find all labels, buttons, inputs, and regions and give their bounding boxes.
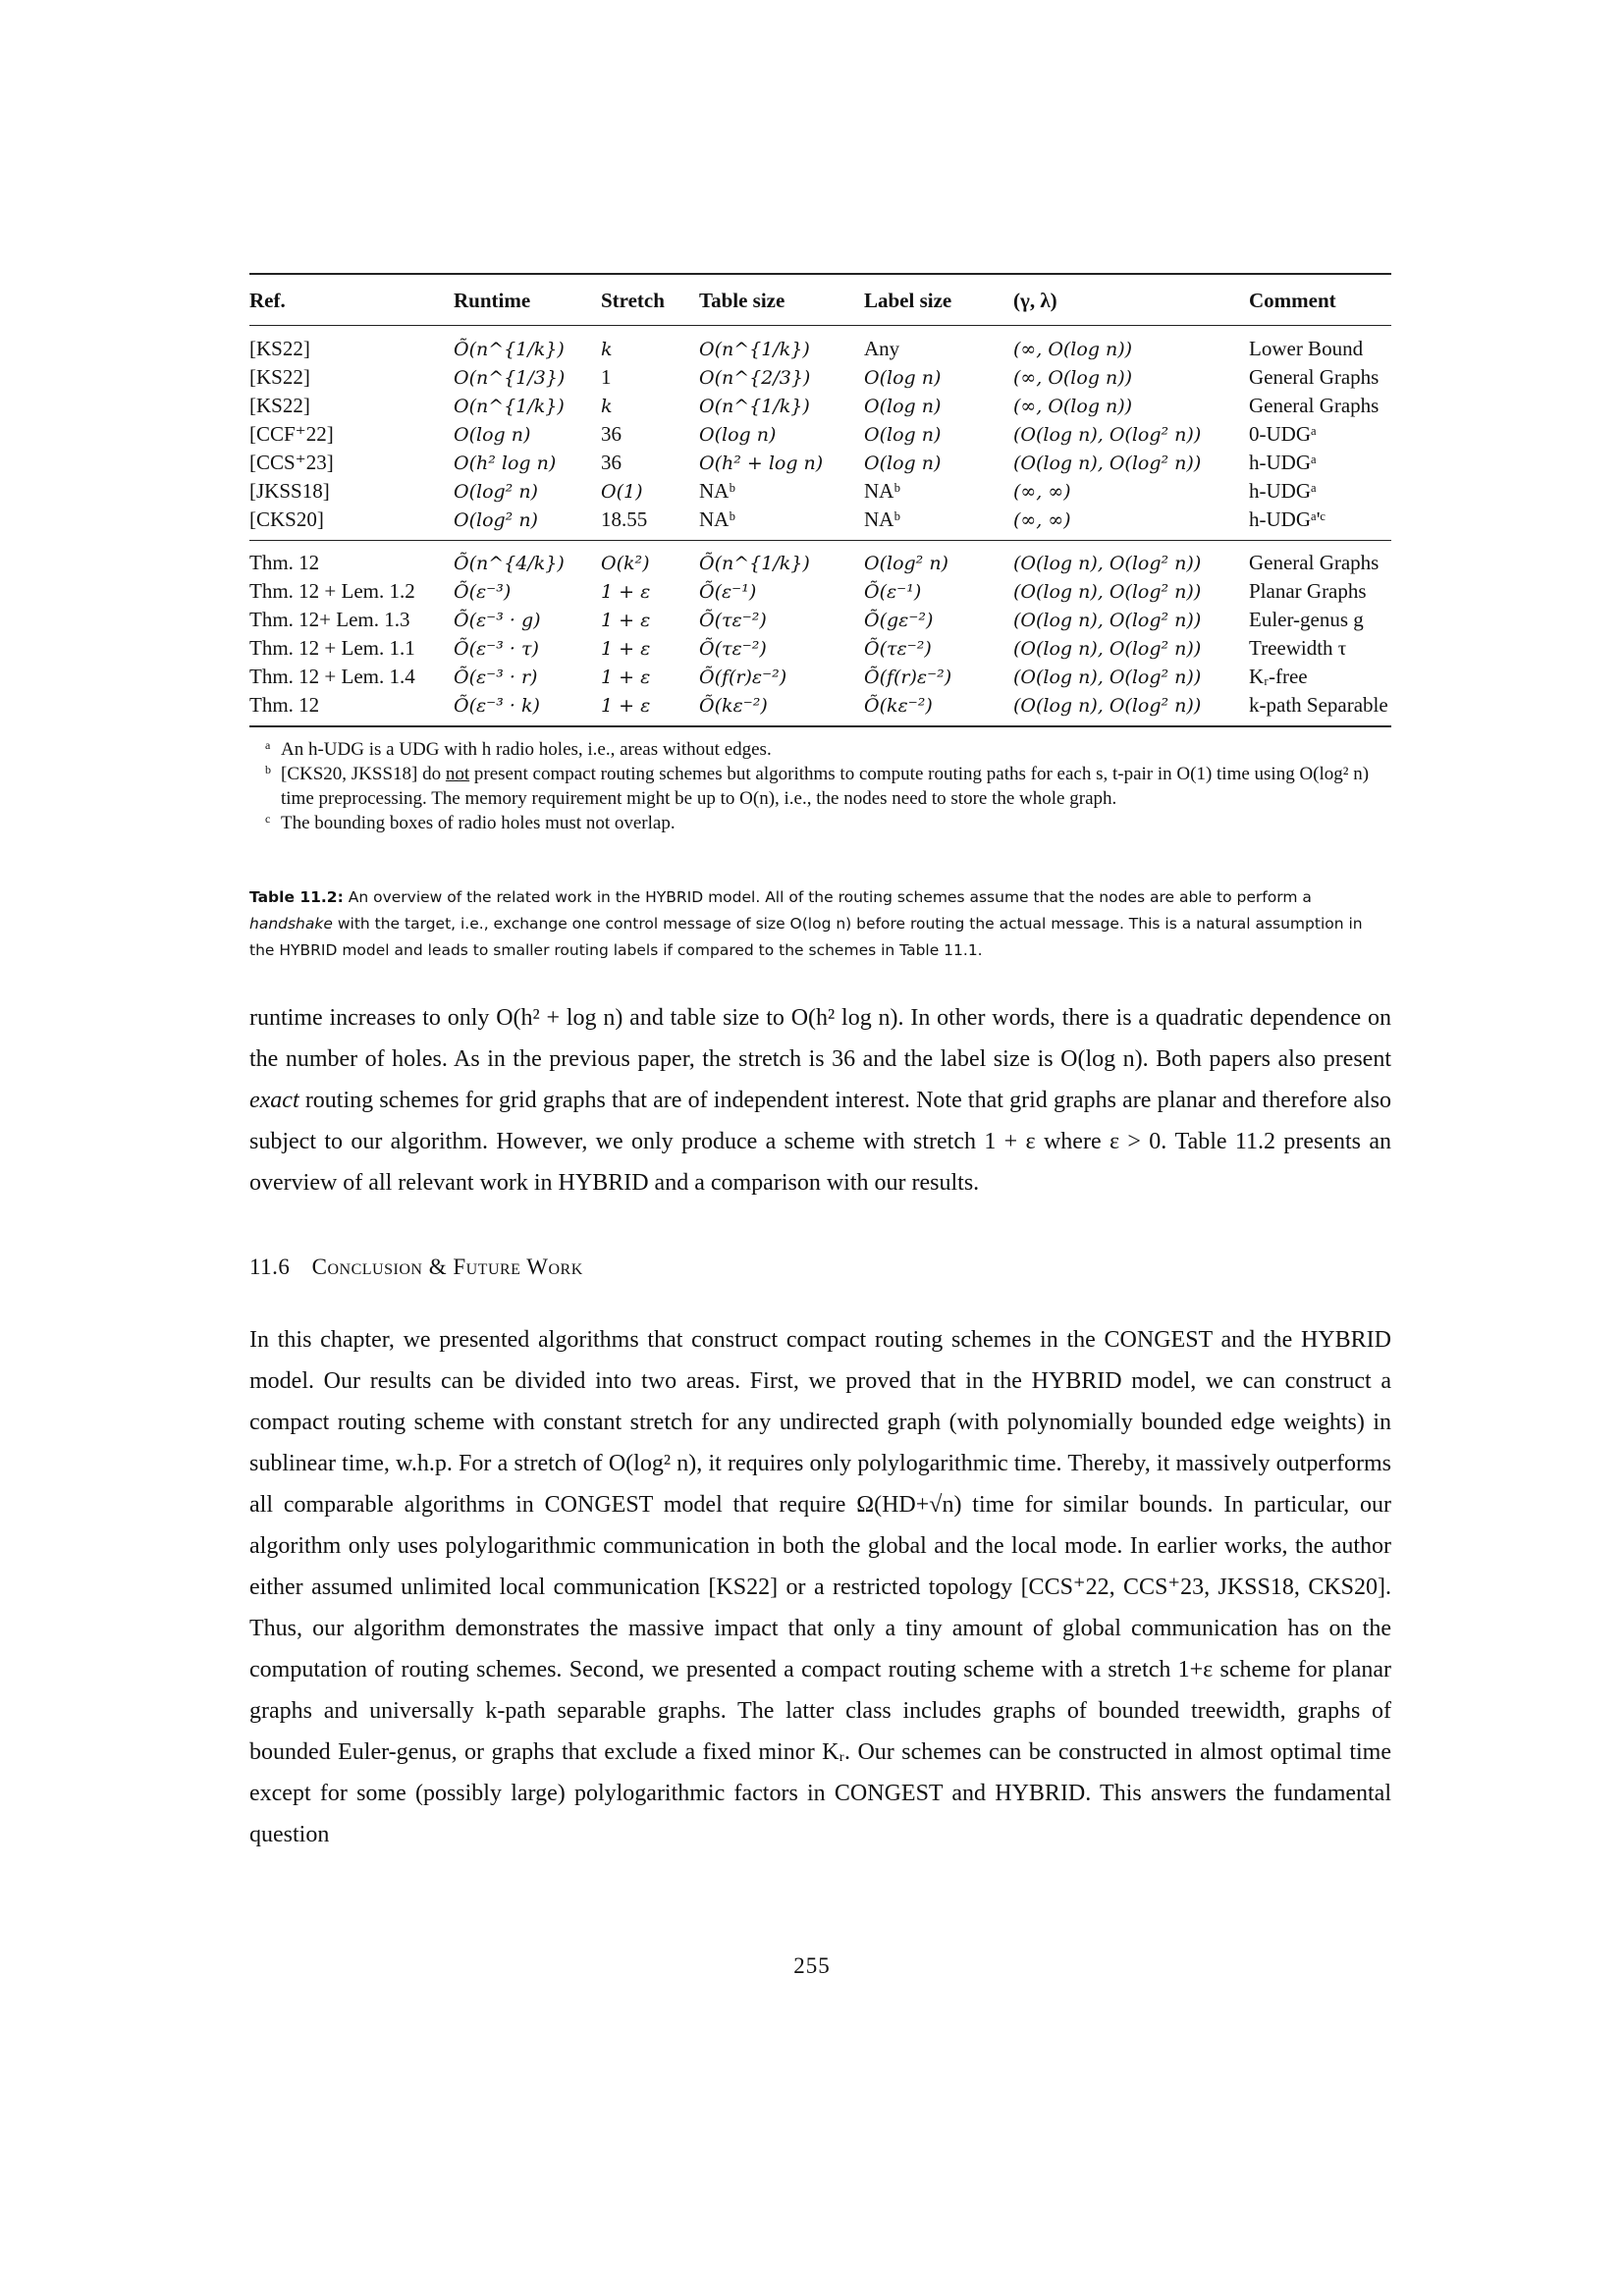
cell-table-size: Õ(n^{1/k}) [699,553,810,574]
header-gamma-lambda: (γ, λ) [1013,289,1057,312]
table-row [249,392,1391,420]
cell-ref: Thm. 12 + Lem. 1.4 [249,665,415,688]
header-comment: Comment [1249,289,1336,312]
cell-comment: Lower Bound [1249,337,1364,360]
footnote-mark-a: a [265,738,271,752]
cell-gamma-lambda: (O(log n), O(log² n)) [1013,667,1202,688]
cell-label-size: Any [864,337,900,360]
cell-comment: h-UDGᵃ [1249,451,1317,474]
paragraph-1-emphasis: exact [249,1088,299,1113]
cell-runtime: O(log² n) [454,509,538,531]
caption-label: Table 11.2: [249,888,344,906]
table-header-row [249,274,1391,326]
table-row [249,606,1391,634]
cell-label-size: NAᵇ [864,507,900,531]
cell-ref: Thm. 12 + Lem. 1.1 [249,636,415,660]
cell-gamma-lambda: (O(log n), O(log² n)) [1013,638,1202,660]
cell-stretch: 36 [601,451,622,474]
cell-gamma-lambda: (O(log n), O(log² n)) [1013,553,1202,574]
cell-stretch: 1 + ε [601,695,651,717]
cell-runtime: O(log n) [454,424,531,446]
cell-gamma-lambda: (O(log n), O(log² n)) [1013,610,1202,631]
cell-comment: Treewidth τ [1249,636,1347,660]
footnote-b-text-1: [CKS20, JKSS18] do [281,764,442,784]
cell-table-size: O(log n) [699,424,777,446]
cell-stretch: 1 [601,365,612,389]
cell-comment: Planar Graphs [1249,579,1367,603]
cell-comment: Kᵣ-free [1249,665,1308,688]
paragraph-1-text-2: routing schemes for grid graphs that are of independent interest. Note that grid graphs are planar and therefore also subject to our algorithm. However, we only produce a scheme with stretch 1 + ε where ε > 0. Table 11.2 presents an overview of all relevant work in HYBRID and a comparison with our results. [249,1088,1392,1196]
cell-gamma-lambda: (∞, O(log n)) [1013,367,1133,389]
table-row [249,634,1391,663]
cell-table-size: O(n^{1/k}) [699,339,810,360]
paragraph-1-text-1: runtime increases to only O(h² + log n) and table size to O(h² log n). In other words, there is a quadratic dependence on the number of holes. As in the previous paper, the stretch is 36 and the label size is O(log n). Both papers also present [249,1005,1391,1072]
caption-text-1: An overview of the related work in the HYBRID model. All of the routing schemes assume that the nodes are able to perform a [348,888,1312,906]
cell-runtime: O(log² n) [454,481,538,503]
cell-comment: h-UDGᵃ'ᶜ [1249,507,1326,531]
caption-text-2: with the target, i.e., exchange one control message of size O(log n) before routing the actual message. This is a natural assumption in the HYBRID model and leads to smaller routing labels if compared to the schemes in Table 11.1. [249,915,1363,959]
table-row [249,577,1391,606]
cell-gamma-lambda: (∞, O(log n)) [1013,396,1133,417]
cell-ref: Thm. 12 [249,693,320,717]
cell-label-size: Õ(f(r)ε⁻²) [864,667,952,688]
table-row [249,449,1391,477]
cell-stretch: 1 + ε [601,581,651,603]
cell-label-size: O(log n) [864,367,942,389]
caption-emphasis: handshake [249,915,333,933]
cell-runtime: Õ(ε⁻³ · τ) [454,638,539,660]
page-content [249,273,1391,1855]
cell-runtime: Õ(n^{1/k}) [454,339,565,360]
cell-comment: h-UDGᵃ [1249,479,1317,503]
cell-label-size: O(log² n) [864,553,948,574]
cell-ref: Thm. 12 [249,551,320,574]
cell-label-size: Õ(ε⁻¹) [864,581,922,603]
cell-table-size: Õ(kε⁻²) [699,695,768,717]
cell-gamma-lambda: (∞, ∞) [1013,481,1071,503]
table-row [249,506,1391,541]
cell-runtime: O(n^{1/3}) [454,367,566,389]
table-row [249,363,1391,392]
cell-stretch: k [601,339,613,360]
cell-gamma-lambda: (∞, ∞) [1013,509,1071,531]
cell-ref: [KS22] [249,337,310,360]
cell-label-size: Õ(gε⁻²) [864,610,934,631]
cell-comment: General Graphs [1249,394,1380,417]
cell-comment: Euler-genus g [1249,608,1364,631]
cell-gamma-lambda: (O(log n), O(log² n)) [1013,581,1202,603]
footnote-c [265,811,1391,835]
table-footnotes [265,737,1391,835]
footnote-b [265,762,1391,811]
footnote-b-not: not [445,764,470,784]
cell-label-size: O(log n) [864,424,942,446]
footnote-c-text: The bounding boxes of radio holes must not overlap. [281,813,676,833]
table-row [249,691,1391,726]
cell-stretch: O(k²) [601,553,650,574]
cell-comment: k-path Separable [1249,693,1388,717]
cell-table-size: O(h² + log n) [699,453,824,474]
header-label-size: Label size [864,289,952,312]
footnote-b-text-2: present compact routing schemes but algorithms to compute routing paths for each s, t-pair in O(1) time using O(log² n) time preprocessing. The memory requirement might be up to O(n), i.e., the nodes need to store the whole graph. [281,764,1370,809]
cell-runtime: Õ(n^{4/k}) [454,553,565,574]
prior-work-rows [249,326,1391,541]
cell-ref: [KS22] [249,365,310,389]
section-title: Conclusion & Future Work [311,1255,583,1279]
cell-table-size: NAᵇ [699,479,735,503]
footnote-mark-b: b [265,763,271,776]
cell-label-size: Õ(τε⁻²) [864,638,932,660]
table-row [249,663,1391,691]
section-number: 11.6 [249,1255,291,1279]
cell-gamma-lambda: (O(log n), O(log² n)) [1013,424,1202,446]
cell-gamma-lambda: (O(log n), O(log² n)) [1013,453,1202,474]
cell-table-size: Õ(ε⁻¹) [699,581,757,603]
table-row [249,477,1391,506]
cell-runtime: Õ(ε⁻³ · r) [454,667,538,688]
cell-runtime: O(h² log n) [454,453,557,474]
cell-gamma-lambda: (∞, O(log n)) [1013,339,1133,360]
page-number: 255 [793,1953,831,1978]
paragraph-conclusion: In this chapter, we presented algorithms that construct compact routing schemes in the CONGEST and the HYBRID model. Our results can be divided into two areas. First, we proved that in the HYBRID model, we can construct a compact routing scheme with constant stretch for any undirected graph (with polynomially bounded edge weights) in sublinear time, w.h.p. For a stretch of O(log² n), it requires only polylogarithmic time. Thereby, it massively outperforms all comparable algorithms in CONGEST model that require Ω(HD+√n) time for similar bounds. In particular, our algorithm only uses polylogarithmic communication in both the global and the local mode. In earlier works, the author either assumed unlimited local communication [KS22] or a restricted topology [CCS⁺22, CCS⁺23, JKSS18, CKS20]. Thus, our algorithm demonstrates the massive impact that only a tiny amount of global communication has on the computation of routing schemes. Second, we presented a compact routing scheme with a stretch 1+ε scheme for planar graphs and universally k-path separable graphs. The latter class includes graphs of bounded treewidth, graphs of bounded Euler-genus, or graphs that exclude a fixed minor Kᵣ. Our schemes can be constructed in almost optimal time except for some (possibly large) polylogarithmic factors in CONGEST and HYBRID. This answers the fundamental question [249,1327,1391,1847]
cell-stretch: 1 + ε [601,667,651,688]
table-row [249,541,1391,578]
paragraph-hybrid-comparison [249,997,1391,1203]
footnote-a [265,737,1391,762]
cell-label-size: Õ(kε⁻²) [864,695,933,717]
cell-table-size: Õ(τε⁻²) [699,638,767,660]
cell-ref: [JKSS18] [249,479,330,503]
footnote-mark-c: c [265,812,271,826]
cell-stretch: O(1) [601,481,643,503]
cell-stretch: k [601,396,613,417]
cell-table-size: NAᵇ [699,507,735,531]
cell-table-size: O(n^{2/3}) [699,367,811,389]
cell-stretch: 1 + ε [601,610,651,631]
header-stretch: Stretch [601,289,665,312]
cell-ref: [CKS20] [249,507,324,531]
related-work-table [249,273,1391,727]
cell-ref: [KS22] [249,394,310,417]
cell-ref: [CCS⁺23] [249,451,334,474]
cell-comment: General Graphs [1249,551,1380,574]
cell-comment: 0-UDGᵃ [1249,422,1317,446]
table-row [249,420,1391,449]
cell-stretch: 18.55 [601,507,648,531]
our-results-rows [249,541,1391,727]
cell-ref: [CCF⁺22] [249,422,334,446]
cell-ref: Thm. 12+ Lem. 1.3 [249,608,410,631]
cell-table-size: Õ(f(r)ε⁻²) [699,667,787,688]
header-table-size: Table size [699,289,785,312]
cell-comment: General Graphs [1249,365,1380,389]
cell-stretch: 1 + ε [601,638,651,660]
header-ref: Ref. [249,289,286,312]
cell-ref: Thm. 12 + Lem. 1.2 [249,579,415,603]
header-runtime: Runtime [454,289,531,312]
cell-runtime: Õ(ε⁻³) [454,581,512,603]
section-heading [249,1255,1391,1280]
footnote-a-text: An h-UDG is a UDG with h radio holes, i.e., areas without edges. [281,739,772,760]
cell-table-size: Õ(τε⁻²) [699,610,767,631]
cell-runtime: Õ(ε⁻³ · g) [454,610,541,631]
cell-runtime: Õ(ε⁻³ · k) [454,695,540,717]
cell-label-size: O(log n) [864,396,942,417]
table-caption [249,884,1391,964]
table-row [249,326,1391,364]
cell-runtime: O(n^{1/k}) [454,396,565,417]
cell-label-size: NAᵇ [864,479,900,503]
cell-table-size: O(n^{1/k}) [699,396,810,417]
cell-label-size: O(log n) [864,453,942,474]
cell-stretch: 36 [601,422,622,446]
cell-gamma-lambda: (O(log n), O(log² n)) [1013,695,1202,717]
